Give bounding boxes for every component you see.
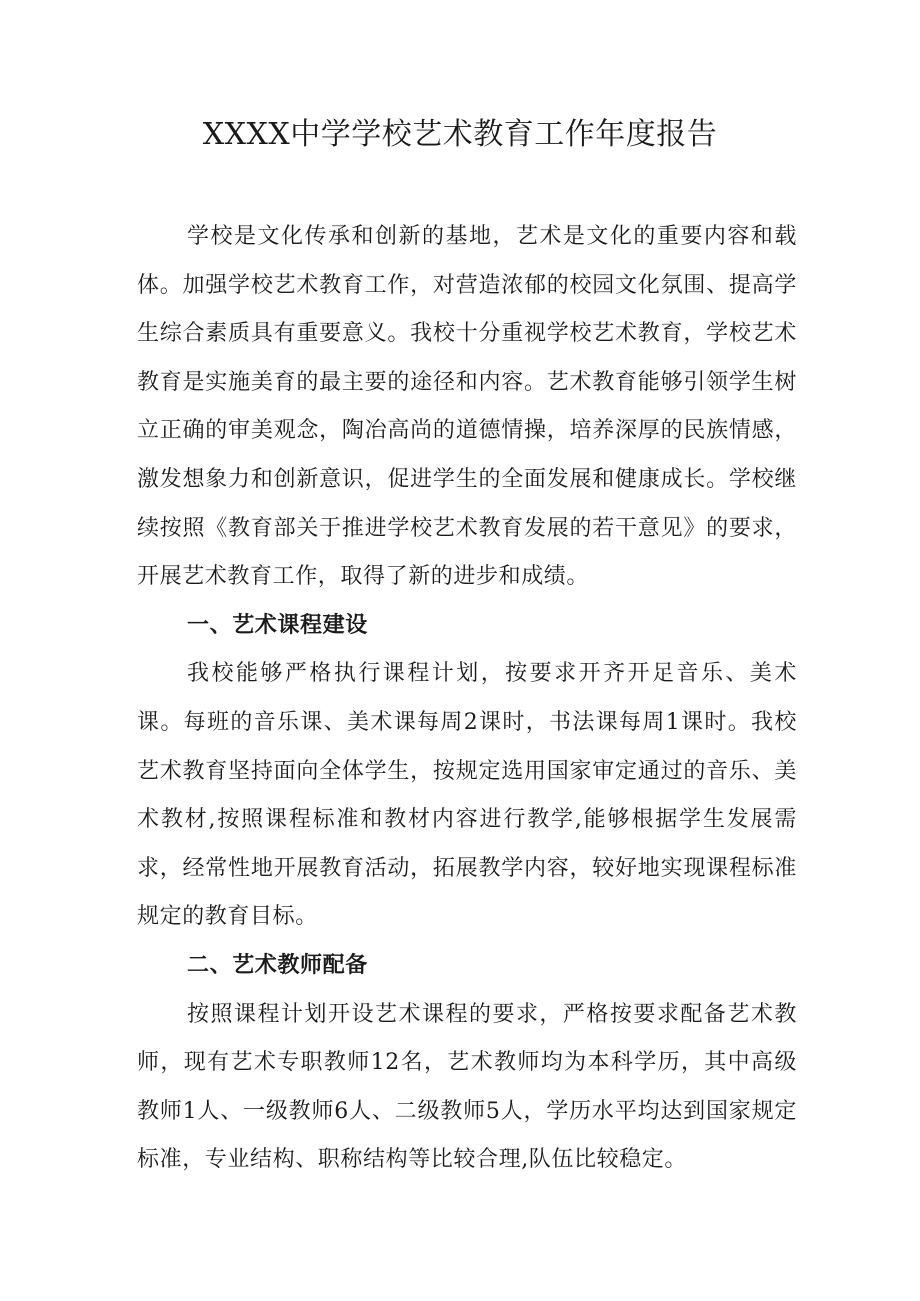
document-body — [137, 213, 797, 1185]
section-heading-curriculum: 一、艺术课程建设 — [187, 612, 368, 638]
section-heading-teachers: 二、艺术教师配备 — [187, 952, 368, 978]
intro-paragraph: 学校是文化传承和创新的基地，艺术是文化的重要内容和载体。加强学校艺术教育工作，对营造浓郁的校园文化氛围、提高学生综合素质具有重要意义。我校十分重视学校艺术教育，学校艺术教育是实施美育的最主要的途径和内容。艺术教育能够引领学生树立正确的审美观念，陶冶高尚的道德情操，培养深厚的民族情感，激发想象力和创新意识，促进学生的全面发展和健康成长。学校继续按照《教育部关于推进学校艺术教育发展的若干意见》的要求，开展艺术教育工作，取得了新的进步和成绩。 — [137, 224, 797, 590]
section-paragraph-curriculum: 我校能够严格执行课程计划，按要求开齐开足音乐、美术课。每班的音乐课、美术课每周2课时，书法课每周1课时。我校艺术教育坚持面向全体学生，按规定选用国家审定通过的音乐、美术教材,按照课程标准和教材内容进行教学,能够根据学生发展需求，经常性地开展教育活动，拓展教学内容，较好地实现课程标准规定的教育目标。 — [137, 661, 797, 930]
section-paragraph-teachers: 按照课程计划开设艺术课程的要求，严格按要求配备艺术教师，现有艺术专职教师12名，艺术教师均为本科学历，其中高级教师1人、一级教师6人、二级教师5人，学历水平均达到国家规定标准，专业结构、职称结构等比较合理,队伍比较稳定。 — [137, 1001, 797, 1173]
document-title: XXXX中学学校艺术教育工作年度报告 — [202, 117, 718, 152]
